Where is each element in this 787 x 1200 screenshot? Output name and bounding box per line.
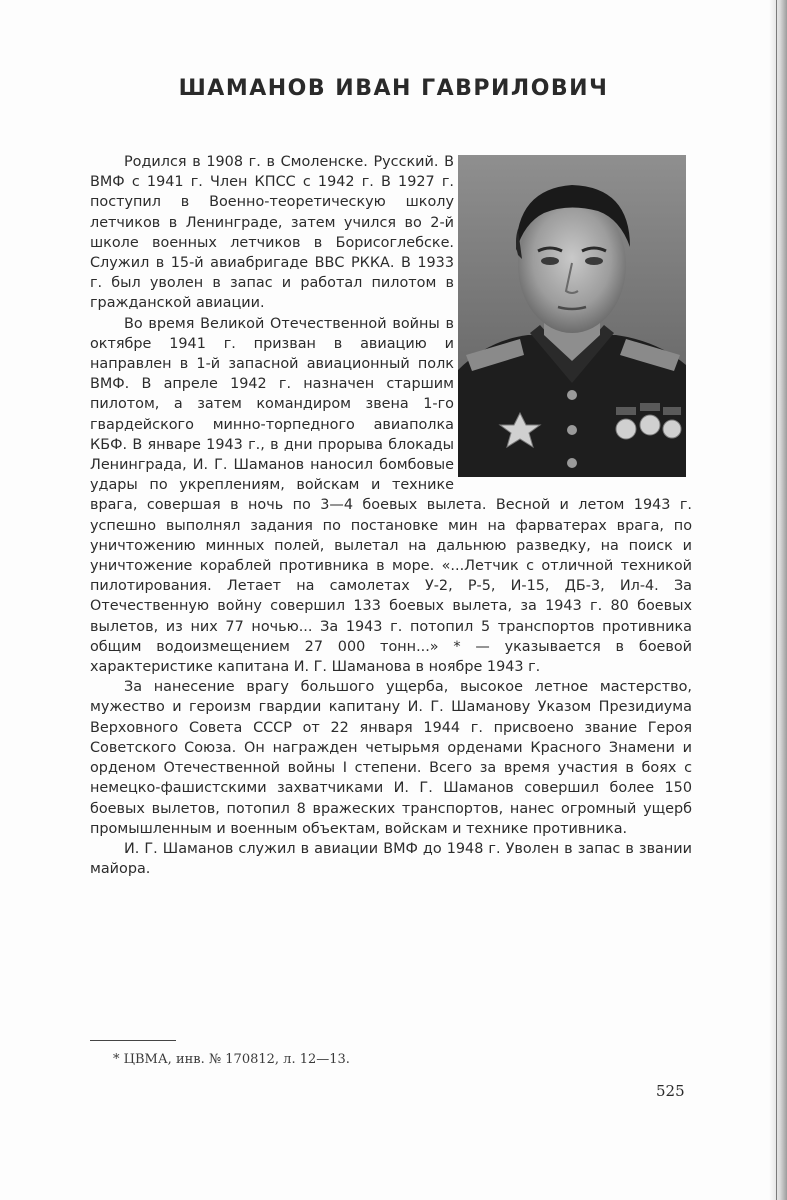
spine-edge — [776, 0, 777, 1200]
paragraph-2: Во время Великой Отечественной войны в октябре 1941 г. призван в авиацию и направлен в 1-й запасной авиационный полк ВМФ. В апреле 1942 г. назначен старшим пилотом, а затем командиром звена 1-го гвардейского минно-торпедного авиаполка КБФ. В январе 1943 г., в дни прорыва блокады Ленинграда, И. Г. Шаманов наносил бомбовые удары по укреплениям, войскам и технике врага, совершая в ночь по 3—4 боевых вылета. Весной и летом 1943 г. успешно выполнял задания по постановке мин на фарватерах врага, по уничтожению минных полей, вылетал на дальнюю разведку, на поиск и уничтожение кораблей противника в море. «...Летчик с отличной техникой пилотирования. Летает на самолетах У-2, Р-5, И-15, ДБ-3, Ил-4. За Отечественную войну совершил 133 боевых вылета, за 1943 г. 80 боевых вылетов, из них 77 ночью... За 1943 г. потопил 5 транспортов противника общим водоизмещением 27 000 тонн...» * — указывается в боевой характеристике капитана И. Г. Шаманова в ноябре 1943 г. — [90, 315, 692, 676]
photo-spacer — [454, 152, 692, 488]
paragraph-3: За нанесение врагу большого ущерба, высокое летное мастерство, мужество и героизм гвардии капитану И. Г. Шаманову Указом Президиума Верховного Совета СССР от 22 января 1944 г. присвоено звание Героя Советского Союза. Он награжден четырьмя орденами Красного Знамени и орденом Отечественной войны I степени. Всего за время участия в боях с немецко-фашистскими захватчиками И. Г. Шаманов совершил более 150 боевых вылетов, потопил 8 вражеских транспортов, нанес огромный ущерб промышленным и военным объектам, войскам и технике противника. — [90, 679, 692, 837]
spine-shadow — [769, 0, 787, 1200]
footnote-divider — [90, 1040, 176, 1041]
page-number: 525 — [656, 1082, 685, 1100]
paragraph-1: Родился в 1908 г. в Смоленске. Русский. В ВМФ с 1941 г. Член КПСС с 1942 г. В 1927 г. поступил в Военно-теоретическую школу летчиков в Ленинграде, затем учился во 2-й школе военных летчиков в Борисоглебске. Служил в 15-й авиабригаде ВВС РККА. В 1933 г. был уволен в запас и работал пилотом в гражданской авиации. — [90, 154, 454, 312]
article-body — [90, 152, 692, 879]
footnote: * ЦВМА, инв. № 170812, л. 12—13. — [113, 1052, 350, 1067]
page-title: ШАМАНОВ ИВАН ГАВРИЛОВИЧ — [178, 76, 609, 101]
paragraph-4: И. Г. Шаманов служил в авиации ВМФ до 1948 г. Уволен в запас в звании майора. — [90, 840, 692, 878]
